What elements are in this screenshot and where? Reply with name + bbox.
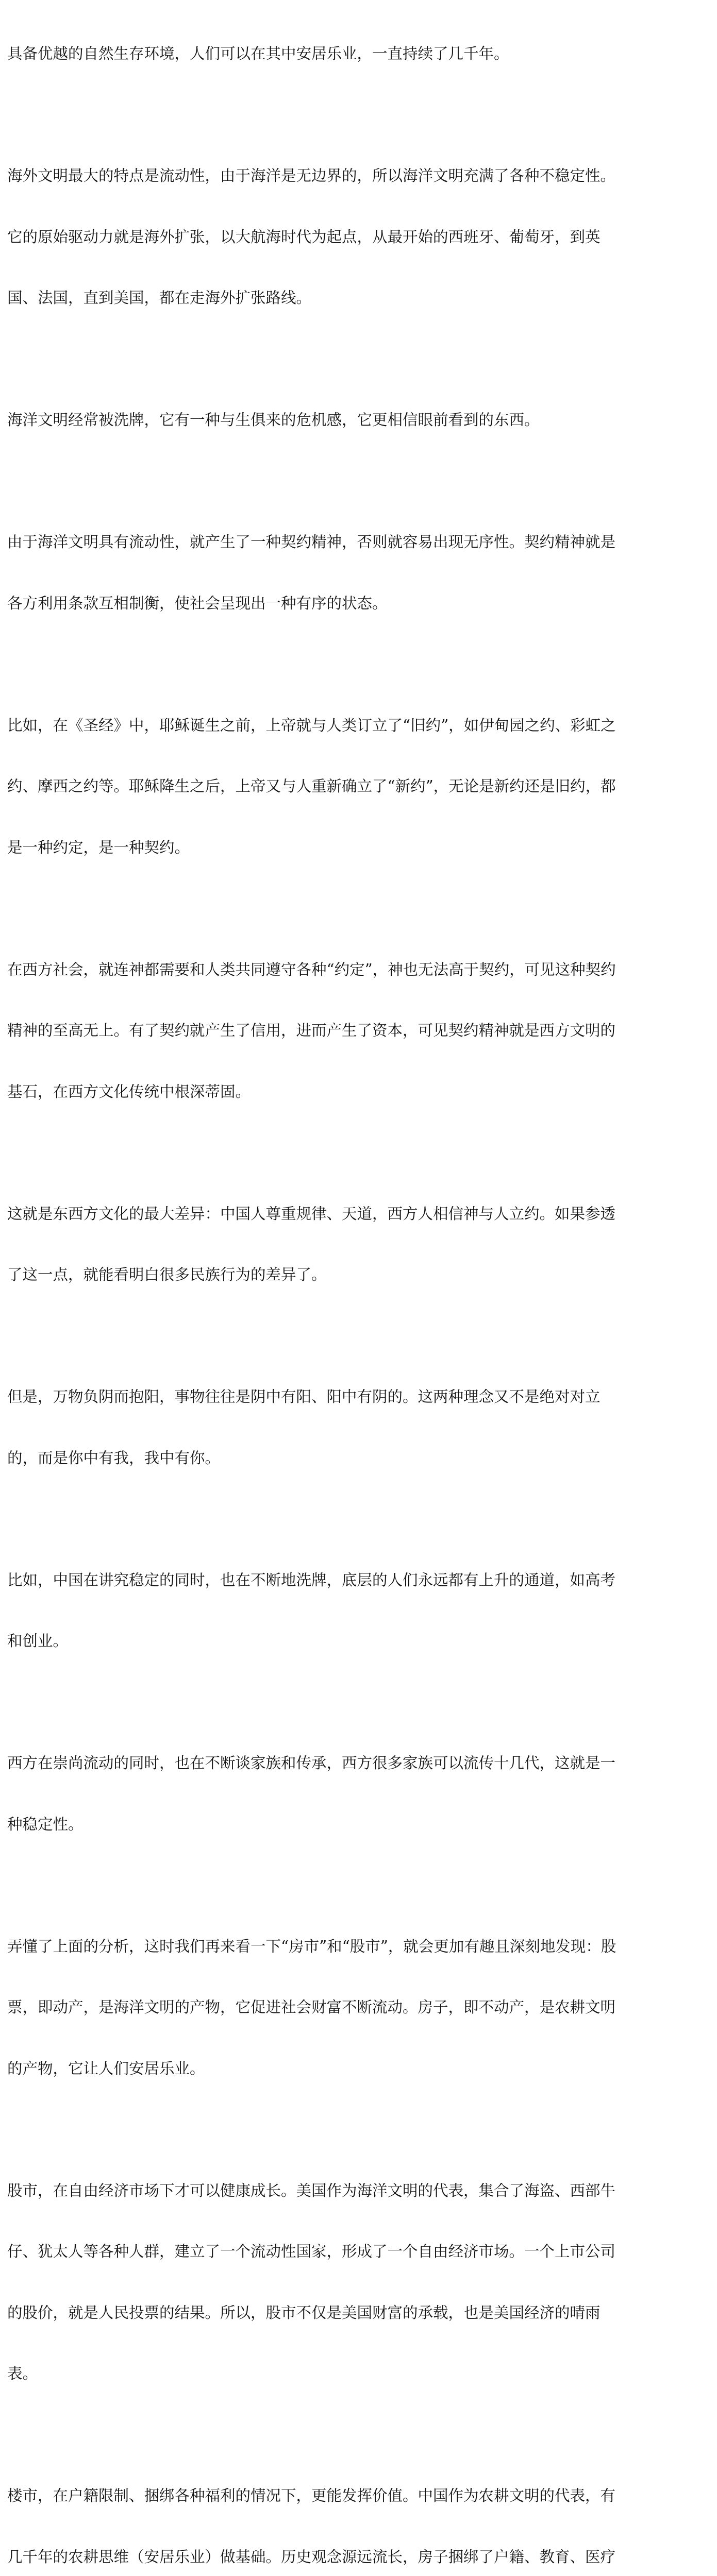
text-line: 海外文明最大的特点是流动性，由于海洋是无边界的，所以海洋文明充满了各种不稳定性。 — [7, 167, 616, 184]
paragraph — [7, 1346, 712, 1509]
text-line: 几千年的农耕思维（安居乐业）做基础。历史观念源远流长，房子捆绑了户籍、教育、医疗 — [7, 2548, 616, 2566]
text-line: 由于海洋文明具有流动性，就产生了一种契约精神，否则就容易出现无序性。契约精神就是 — [7, 533, 616, 551]
text-line: 的，而是你中有我，我中有你。 — [7, 1449, 221, 1467]
paragraph — [7, 492, 712, 654]
text-line: 是一种约定，是一种契约。 — [7, 838, 190, 856]
paragraph — [7, 919, 712, 1143]
paragraph — [7, 1713, 712, 1875]
text-line: 西方在崇尚流动的同时，也在不断谈家族和传承，西方很多家族可以流传十几代，这就是一 — [7, 1754, 616, 1772]
text-line: 股市，在自由经济市场下才可以健康成长。美国作为海洋文明的代表，集合了海盗、西部牛 — [7, 2181, 616, 2199]
text-line: 比如，中国在讲究稳定的同时，也在不断地洗牌，底层的人们永远都有上升的通道，如高考 — [7, 1571, 616, 1589]
paragraph — [7, 1163, 712, 1326]
text-line: 具备优越的自然生存环境，人们可以在其中安居乐业，一直持续了几千年。 — [7, 45, 509, 62]
text-line: 弄懂了上面的分析，这时我们再来看一下“房市”和“股市”，就会更加有趣且深刻地发现：股 — [7, 1937, 616, 1955]
text-line: 楼市，在户籍限制、捆绑各种福利的情况下，更能发挥价值。中国作为农耕文明的代表，有 — [7, 2487, 616, 2504]
text-line: 这就是东西方文化的最大差异：中国人尊重规律、天道，西方人相信神与人立约。如果参透 — [7, 1205, 616, 1223]
paragraph — [7, 1530, 712, 1692]
text-line: 基石，在西方文化传统中根深蒂固。 — [7, 1082, 251, 1100]
text-line: 但是，万物负阴而抱阳，事物往往是阴中有阳、阳中有阴的。这两种理念又不是绝对对立 — [7, 1388, 601, 1405]
text-line: 表。 — [7, 2365, 38, 2382]
text-line: 约、摩西之约等。耶稣降生之后，上帝又与人重新确立了“新约”，无论是新约还是旧约，都 — [7, 777, 616, 795]
paragraph — [7, 2140, 712, 2425]
document-body — [7, 3, 712, 2576]
paragraph — [7, 675, 712, 899]
text-line: 仔、犹太人等各种人群，建立了一个流动性国家，形成了一个自由经济市场。一个上市公司 — [7, 2243, 616, 2260]
text-line: 了这一点，就能看明白很多民族行为的差异了。 — [7, 1266, 327, 1283]
paragraph — [7, 1896, 712, 2120]
text-line: 它的原始驱动力就是海外扩张，以大航海时代为起点，从最开始的西班牙、葡萄牙，到英 — [7, 228, 601, 246]
text-line: 的产物，它让人们安居乐业。 — [7, 2059, 205, 2077]
paragraph — [7, 3, 712, 105]
paragraph — [7, 125, 712, 349]
text-line: 海洋文明经常被洗牌，它有一种与生俱来的危机感，它更相信眼前看到的东西。 — [7, 411, 540, 429]
text-line: 比如，在《圣经》中，耶稣诞生之前，上帝就与人类订立了“旧约”，如伊甸园之约、彩虹之 — [7, 716, 616, 734]
paragraph — [7, 2445, 712, 2576]
text-line: 种稳定性。 — [7, 1815, 84, 1833]
text-line: 的股价，就是人民投票的结果。所以，股市不仅是美国财富的承载，也是美国经济的晴雨 — [7, 2303, 601, 2321]
text-line: 票，即动产，是海洋文明的产物，它促进社会财富不断流动。房子，即不动产，是农耕文明 — [7, 1998, 616, 2016]
text-line: 在西方社会，就连神都需要和人类共同遵守各种“约定”，神也无法高于契约，可见这种契约 — [7, 960, 616, 978]
paragraph — [7, 369, 712, 471]
text-line: 和创业。 — [7, 1632, 69, 1650]
text-line: 国、法国，直到美国，都在走海外扩张路线。 — [7, 289, 312, 307]
text-line: 各方利用条款互相制衡，使社会呈现出一种有序的状态。 — [7, 594, 388, 612]
text-line: 精神的至高无上。有了契约就产生了信用，进而产生了资本，可见契约精神就是西方文明的 — [7, 1022, 616, 1039]
